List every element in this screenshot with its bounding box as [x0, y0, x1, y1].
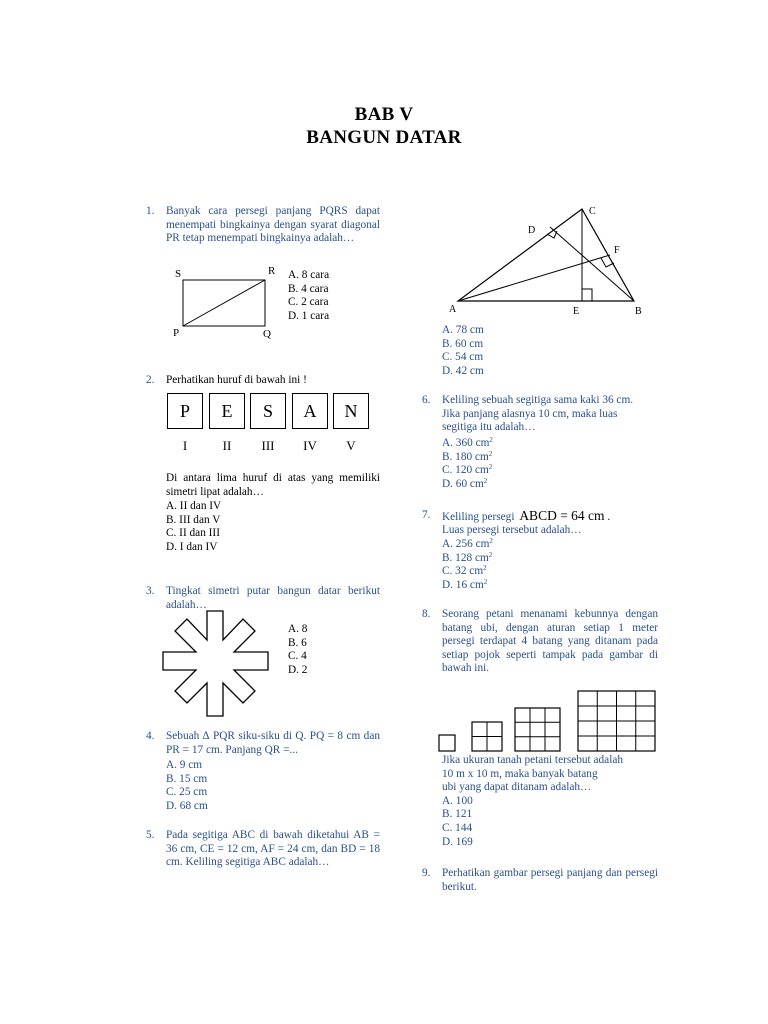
question-text: Perhatikan huruf di bawah ini ! [166, 374, 307, 386]
option-text: C. 32 cm [442, 565, 484, 578]
label-b: B [635, 306, 642, 317]
option-text: D. 16 cm [442, 578, 484, 591]
question-7-options [442, 538, 493, 592]
label-c: C [589, 206, 596, 217]
superscript: 2 [488, 463, 493, 472]
question-7-text-2: Luas persegi tersebut adalah… [442, 524, 582, 536]
letter-box-n: N [333, 393, 369, 429]
rectangle-pqrs-figure [175, 268, 275, 338]
roman-label-2: II [222, 438, 232, 453]
question-text-part: Keliling persegi [442, 511, 515, 523]
letter-box-s: S [250, 393, 286, 429]
option-d[interactable] [442, 478, 493, 492]
option-b[interactable] [442, 552, 493, 566]
question-number: 1. [146, 205, 155, 217]
option-text: B. 128 cm [442, 551, 489, 564]
option-text: A. 256 cm [442, 538, 490, 550]
roman-label-4: IV [303, 438, 317, 453]
question-text: Perhatikan gambar persegi panjang dan persegi berikut. [442, 867, 658, 893]
option-c[interactable]: C. II dan III [166, 527, 220, 540]
question-8-text-2 [442, 754, 623, 849]
option-b[interactable]: B. 15 cm [166, 772, 208, 785]
option-d[interactable]: D. 42 cm [442, 364, 484, 377]
option-c[interactable]: C. 54 cm [442, 351, 484, 364]
superscript: 2 [483, 476, 488, 485]
option-b[interactable]: B. III dan V [166, 513, 221, 526]
option-text: C. 120 cm [442, 464, 489, 477]
question-text: Tingkat simetri putar bangun datar berikut adalah… [166, 585, 380, 611]
superscript: 2 [488, 550, 493, 559]
label-s: S [175, 268, 182, 280]
option-a[interactable] [442, 437, 493, 451]
question-number: 2. [146, 374, 155, 386]
option-b[interactable]: B. 60 cm [442, 337, 484, 350]
letter-box-a: A [292, 393, 328, 429]
option-a[interactable]: A. 8 cara [288, 269, 330, 281]
question-number: 7. [422, 509, 431, 521]
option-text: A. 360 cm [442, 437, 490, 449]
option-a[interactable]: A. II dan IV [166, 500, 222, 512]
option-b[interactable]: B. 6 [288, 636, 307, 649]
option-text: D. 60 cm [442, 477, 484, 490]
eight-point-star-figure [163, 611, 268, 716]
option-a[interactable] [442, 538, 493, 552]
chapter-title: BAB V [354, 104, 414, 125]
option-b[interactable]: B. 4 cara [288, 282, 329, 295]
question-1-options [288, 269, 329, 323]
label-f: F [614, 245, 620, 256]
question-text: Pada segitiga ABC di bawah diketahui AB = 36 cm, CE = 12 cm, AF = 24 cm, dan BD = 18 cm. Keliling segitiga ABC adalah… [166, 829, 380, 869]
label-q: Q [263, 328, 271, 340]
option-c[interactable]: C. 2 cara [288, 296, 329, 309]
text-line: ubi yang dapat ditanam adalah… [442, 781, 592, 794]
letter-box-p: P [167, 393, 203, 429]
chapter-subtitle: BANGUN DATAR [306, 127, 462, 148]
question-number: 3. [146, 585, 155, 597]
option-c[interactable] [442, 565, 493, 579]
text-line: Jika ukuran tanah petani tersebut adalah [442, 754, 623, 766]
superscript: 2 [488, 449, 493, 458]
label-r: R [268, 265, 276, 277]
question-number: 6. [422, 394, 431, 406]
formula: ABCD = 64 cm [519, 508, 605, 523]
superscript: 2 [489, 436, 493, 444]
question-5-options [442, 324, 484, 378]
option-d[interactable]: D. 2 [288, 663, 308, 676]
option-c[interactable]: C. 4 [288, 650, 307, 663]
option-d[interactable]: D. 169 [442, 835, 473, 848]
superscript: 2 [489, 537, 493, 545]
option-d[interactable]: D. I dan IV [166, 540, 218, 553]
question-number: 9. [422, 867, 431, 879]
option-d[interactable]: D. 68 cm [166, 799, 208, 812]
option-b[interactable] [442, 451, 493, 465]
option-c[interactable]: C. 144 [442, 821, 473, 834]
question-number: 5. [146, 829, 155, 841]
question-text: Sebuah ∆ PQR siku-siku di Q. PQ = 8 cm dan PR = 17 cm. Panjang QR =... [166, 730, 380, 756]
label-p: P [173, 327, 180, 339]
option-b[interactable]: B. 121 [442, 808, 473, 821]
question-text: Seorang petani menanami kebunnya dengan batang ubi, dengan aturan setiap 1 meter persegi terdapat 4 batang yang ditanam pada setiap pojok seperti tampak pada gambar di bawah ini. [442, 608, 658, 675]
option-text: B. 180 cm [442, 450, 489, 463]
roman-label-1: I [182, 438, 188, 453]
label-e: E [573, 306, 580, 317]
option-a[interactable]: A. 9 cm [166, 759, 203, 771]
triangle-abc-figure [450, 205, 650, 310]
label-a: A [449, 304, 457, 315]
option-d[interactable] [442, 579, 493, 593]
text-line: 10 m x 10 m, maka banyak batang [442, 767, 598, 780]
option-a[interactable]: A. 78 cm [442, 324, 484, 336]
superscript: 2 [483, 564, 487, 573]
question-3-options [288, 623, 307, 677]
roman-label-5: V [346, 438, 356, 453]
option-c[interactable]: C. 25 cm [166, 786, 208, 799]
option-a[interactable]: A. 100 [442, 794, 473, 807]
superscript: 2 [483, 577, 488, 586]
question-4-options [166, 759, 208, 813]
question-number: 8. [422, 608, 431, 620]
question-2-options [166, 500, 221, 554]
roman-label-3: III [261, 438, 275, 453]
question-text [442, 509, 656, 525]
question-number: 4. [146, 730, 155, 742]
grid-squares-figure [438, 690, 658, 752]
label-d: D [528, 225, 536, 236]
option-d[interactable]: D. 1 cara [288, 309, 330, 322]
option-c[interactable] [442, 464, 493, 478]
letter-box-e: E [209, 393, 245, 429]
question-text: Banyak cara persegi panjang PQRS dapat menempati bingkainya dengan syarat diagonal PR tetap menempati bingkainya adalah… [166, 205, 380, 245]
question-6-options [442, 437, 493, 491]
question-text: Keliling sebuah segitiga sama kaki 36 cm. Jika panjang alasnya 10 cm, maka luas segitiga itu adalah… [442, 394, 634, 434]
option-a[interactable]: A. 8 [288, 623, 308, 635]
question-text-end: . [607, 511, 611, 523]
question-2-text-2: Di antara lima huruf di atas yang memiliki simetri lipat adalah… [166, 472, 380, 498]
